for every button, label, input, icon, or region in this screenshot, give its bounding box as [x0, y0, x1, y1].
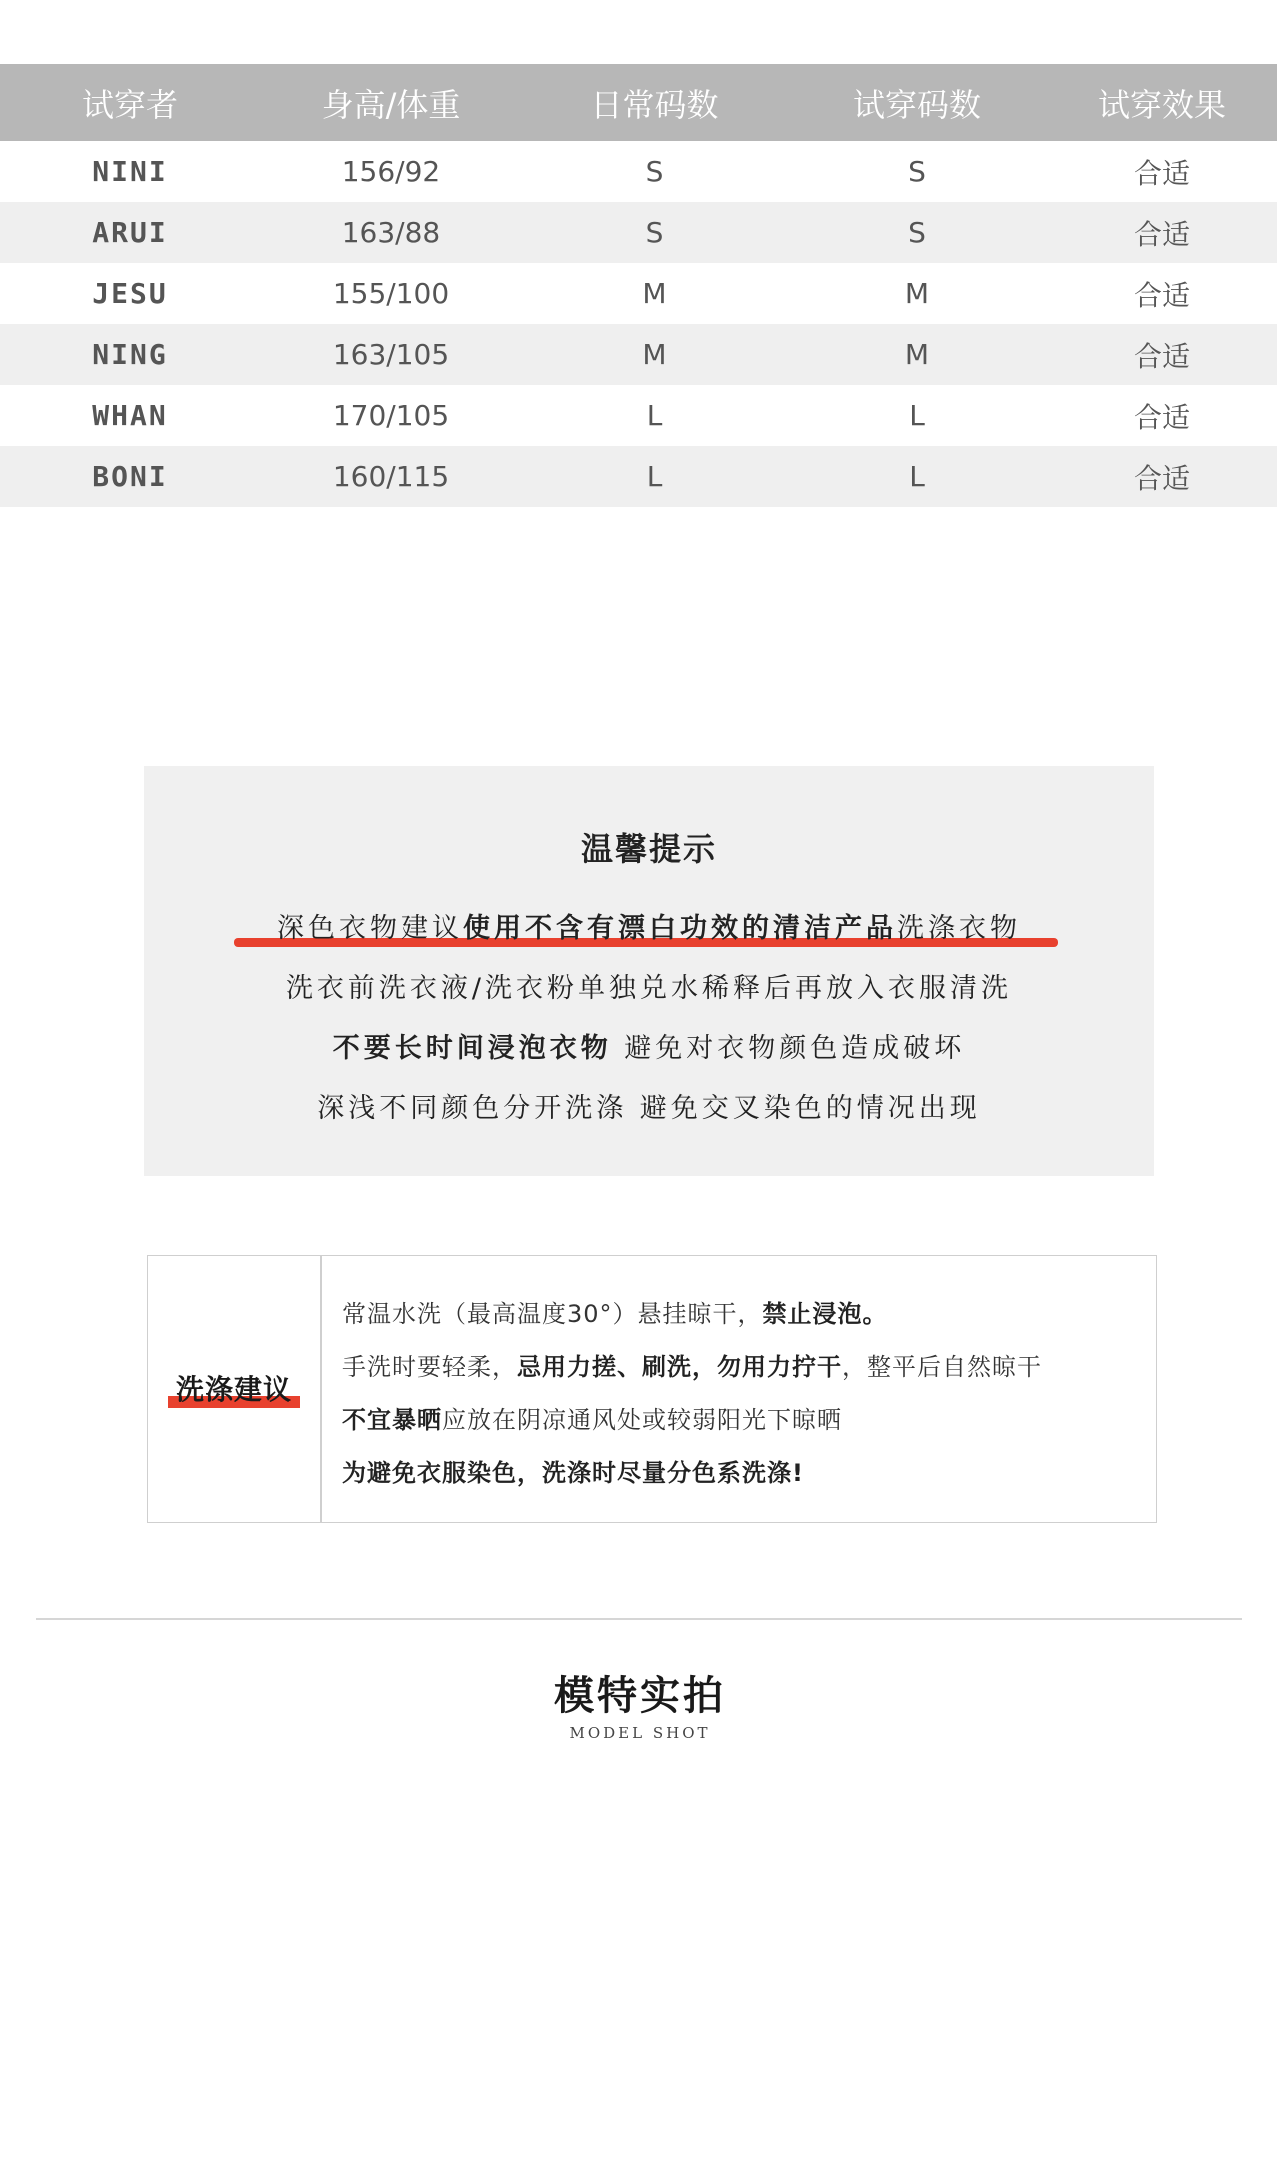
daily-size: S	[522, 141, 787, 202]
table-row	[0, 324, 1277, 385]
tips-line-4: 深浅不同颜色分开洗涤 避免交叉染色的情况出现	[317, 1093, 981, 1124]
size-table	[0, 64, 1277, 507]
washing-label: 洗涤建议	[175, 1373, 292, 1406]
header-daily-size: 日常码数	[522, 64, 787, 141]
header-height-weight: 身高/体重	[260, 64, 522, 141]
daily-size: L	[522, 446, 787, 507]
daily-size: L	[522, 385, 787, 446]
tips-line-1-emphasis: 使用不含有漂白功效的清洁产品	[463, 913, 897, 944]
trial-size: L	[787, 446, 1047, 507]
tips-box	[144, 766, 1154, 1176]
trial-size: M	[787, 324, 1047, 385]
washing-line-1-start: 常温水洗（最高温度30°）悬挂晾干，	[342, 1300, 763, 1328]
washing-line-3	[342, 1400, 842, 1435]
fit-result: 合适	[1047, 202, 1277, 263]
washing-line-4-emphasis: 为避免衣服染色，洗涤时尽量分色系洗涤!	[342, 1459, 804, 1487]
tips-line-3-emphasis: 不要长时间浸泡衣物	[332, 1033, 612, 1064]
table-row	[0, 263, 1277, 324]
height-weight: 170/105	[260, 385, 522, 446]
tips-line-1-start: 深色衣物建议	[277, 913, 463, 944]
height-weight: 163/105	[260, 324, 522, 385]
model-shot-title: 模特实拍	[554, 1673, 726, 1719]
table-row	[0, 446, 1277, 507]
washing-line-1-emphasis: 禁止浸泡。	[762, 1300, 888, 1328]
section-divider	[36, 1618, 1242, 1620]
washing-divider	[320, 1256, 322, 1522]
fit-result: 合适	[1047, 263, 1277, 324]
table-row	[0, 202, 1277, 263]
table-row	[0, 385, 1277, 446]
model-shot-subtitle: MODEL SHOT	[569, 1724, 711, 1742]
fit-result: 合适	[1047, 385, 1277, 446]
washing-label-cell	[148, 1256, 320, 1522]
tester-name: JESU	[0, 263, 260, 324]
washing-line-4	[342, 1453, 804, 1488]
daily-size: S	[522, 202, 787, 263]
washing-line-2	[342, 1347, 1042, 1382]
fit-result: 合适	[1047, 446, 1277, 507]
tester-name: BONI	[0, 446, 260, 507]
fit-result: 合适	[1047, 324, 1277, 385]
tips-title: 温馨提示	[580, 830, 717, 868]
trial-size: M	[787, 263, 1047, 324]
trial-size: S	[787, 202, 1047, 263]
tester-name: NINI	[0, 141, 260, 202]
daily-size: M	[522, 263, 787, 324]
washing-advice-box	[147, 1255, 1157, 1523]
header-fit-result: 试穿效果	[1047, 64, 1277, 141]
washing-line-3-end: 应放在阴凉通风处或较弱阳光下晾晒	[442, 1406, 842, 1434]
table-header-row	[0, 64, 1277, 141]
trial-size: S	[787, 141, 1047, 202]
height-weight: 163/88	[260, 202, 522, 263]
table-row	[0, 141, 1277, 202]
tips-line-1	[144, 906, 1154, 945]
tips-line-1-end: 洗涤衣物	[897, 913, 1021, 944]
tester-name: NING	[0, 324, 260, 385]
tips-line-3	[144, 1026, 1154, 1065]
tester-name: WHAN	[0, 385, 260, 446]
washing-line-2-start: 手洗时要轻柔，	[342, 1353, 517, 1381]
daily-size: M	[522, 324, 787, 385]
fit-result: 合适	[1047, 141, 1277, 202]
height-weight: 160/115	[260, 446, 522, 507]
height-weight: 155/100	[260, 263, 522, 324]
washing-line-2-emphasis: 忌用力搓、刷洗，勿用力拧干	[517, 1353, 842, 1381]
tester-name: ARUI	[0, 202, 260, 263]
washing-line-2-end: ，整平后自然晾干	[842, 1353, 1042, 1381]
height-weight: 156/92	[260, 141, 522, 202]
washing-line-3-emphasis: 不宜暴晒	[342, 1406, 442, 1434]
trial-size: L	[787, 385, 1047, 446]
washing-line-1	[342, 1294, 888, 1329]
header-trial-size: 试穿码数	[787, 64, 1047, 141]
header-tester: 试穿者	[0, 64, 260, 141]
tips-line-2: 洗衣前洗衣液/洗衣粉单独兑水稀释后再放入衣服清洗	[285, 973, 1013, 1004]
tips-line-3-end: 避免对衣物颜色造成破坏	[611, 1033, 966, 1064]
